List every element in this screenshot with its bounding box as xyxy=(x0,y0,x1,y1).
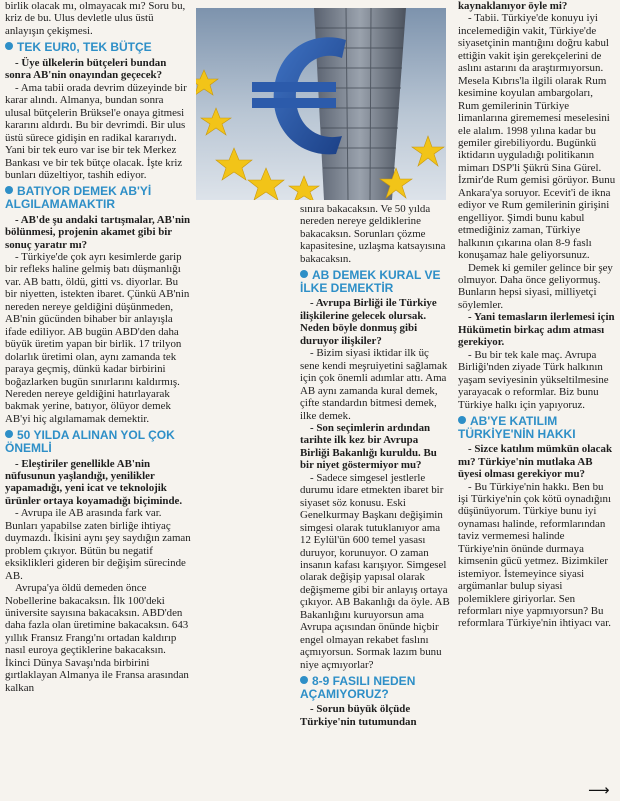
article-column-3 xyxy=(458,0,616,630)
interview-question: - Üye ülkelerin bütçeleri bundan sonra AB'nin onayından geçecek? xyxy=(5,56,167,82)
interview-answer: Demek ki gemiler gelince bir şey olmuyor. Daha önce geliyormuş. Bunların hepsi siyasi, milliyetçi söylemler. xyxy=(458,261,613,311)
interview-answer: - Bu Türkiye'nin hakkı. Ben bu işi Türkiye'nin çok kötü oynadığını düşünüyorum. Türkiye bunu iyi oynaması halinde, reformlarından taviz vermemesi halinde Türkiye'nin önünde durmaya kimsenin gücü yetmez. Bizimkiler istemiyor. İstemeyince siyasi argümanlar bulup siyasi polemiklere giriyorlar. Sen reformları niye yapmıyorsun? Bu reformlara Türkiye'nin ihtiyacı var. xyxy=(458,480,612,630)
interview-question: - Avrupa Birliği ile Türkiye ilişkilerine gelecek olursak. Neden böyle donmuş gibi duruyor ilişkiler? xyxy=(300,297,437,347)
section-heading xyxy=(300,269,450,294)
interview-answer: - Bu bir tek kale maç. Avrupa Birliği'nden ziyade Türk halkının yaşam seviyesinin yükseltilmesine yarayacak o reformlar. Biz bunu Türkiye halkı için yapıyoruz. xyxy=(458,348,609,411)
section-heading-text: 50 YILDA ALINAN YOL ÇOK ÖNEMLİ xyxy=(5,428,175,455)
interview-answer: - Avrupa ile AB arasında fark var. Bunları yapabilse zaten birliğe ihtiyaç duymazdı. İkisini aynı şey saydığın zaman problem çıkıyor. Bütün bu negatif eksiklikleri gideren bir değişim sürecinde AB. xyxy=(5,507,191,582)
section-heading xyxy=(5,185,191,210)
interview-question: kaynaklanıyor öyle mi? xyxy=(458,0,568,12)
bullet-icon xyxy=(300,270,308,278)
section-heading xyxy=(5,429,191,454)
section-heading-text: BATIYOR DEMEK AB'Yİ ALGILAMAMAKTIR xyxy=(5,184,152,212)
article-column-1 xyxy=(5,0,191,694)
interview-answer: - Tabii. Türkiye'de konuyu iyi incelemediğin vakit, Türkiye'de siyasetçinin mantığını doğru kabul ettiğin vakit işin gerekçelerini de aslını astarını da araştırmıyorsun. Mesela Kıbrıs'la ilgili olarak Rum kesimine koyulan ambargoları, Rum gemilerinin Türkiye limanlarına girememesi meselesini ele alalım. 1998 yılına kadar bu gemiler girebiliyordu. Bugünkü iktidarın uyguladığı politikanın mimarı DSP'li Şükrü Sina Gürel. İzmir'de Rum gemisi görüyor. Bunu Ankara'ya soruyor. Ecevit'i de ikna ediyor ve Rum gemilerinin girişini engelliyor. Şimdi bunu kabul etmediğiniz zaman, Türkiye halkının çıkarına olan 8-9 faslı konuşamaz hale geliyorsunuz. xyxy=(458,12,616,262)
interview-question: - Yani temasların ilerlemesi için Hükümetin birkaç adım atması gerekiyor. xyxy=(458,311,615,349)
section-heading-text: AB'YE KATILIM TÜRKİYE'NİN HAKKI xyxy=(458,413,576,441)
bullet-icon xyxy=(458,416,466,424)
bullet-icon xyxy=(5,42,13,50)
section-heading xyxy=(458,415,616,440)
euro-sculpture-photo xyxy=(196,8,446,200)
interview-question: - Eleştiriler genellikle AB'nin nüfusunun yaşlandığı, yenilikler yapamadığı, yeni icat ve teknolojik ürünler ortaya koyamadığı biçiminde. xyxy=(5,457,183,507)
section-heading xyxy=(300,675,450,700)
interview-answer: - Türkiye'de çok ayrı kesimlerde garip bir refleks haline gelmiş batı düşmanlığı var. AB battı, öldü, gitti vs. diyorlar. Bu bir niyetten, istekten ibaret. Çünkü AB'nin nereden nereye geldiğini düşünmeden, AB'nin gücünden bihaber bir anlayışla ifade ediliyor. AB bugün ABD'den daha büyük üretim yapan bir birlik. 17 trilyon dolarlık üretimi olan, aynı zamanda tek paraya geçmiş, dünkü kadar birbirini boğazlarken bugün sınırlarını kaldırmış. Nereden nereye geldiğini hatırlayarak bakmak yerine, batıyor, ölüyor demek AB'yi hiç algılamamak demektir. xyxy=(5,251,190,425)
interview-question: - Sizce katılım mümkün olacak mı? Türkiye'nin mutlaka AB üyesi olması gerekiyor mu? xyxy=(458,443,613,481)
bullet-icon xyxy=(5,430,13,438)
section-heading xyxy=(5,41,191,54)
body-paragraph: sınıra bakacaksın. Ve 50 yılda nereden nereye geldiklerine bakacaksın. Sorunları çözme kapasitesine, uzlaşma katsayısına bakacaksın. xyxy=(300,203,446,265)
interview-question: - Sorun büyük ölçüde Türkiye'nin tutumundan xyxy=(300,703,417,728)
bullet-icon xyxy=(5,186,13,194)
interview-answer: - Ama tabii orada devrim düzeyinde bir karar alındı. Almanya, bundan sonra ulusal bütçelerin Brüksel'e onaya gitmesi kararını aldırdı. Bu bir devrimdi. Bir ulus üstü sürece gidişin en radikal kararıydı. Yani bir tek euro var ise bir tek Merkez Bankası ve bir tek bütçe olacak. İşte kriz bunları düzeltiyor, tashih ediyor. xyxy=(5,81,187,182)
interview-answer: Avrupa'ya öldü demeden önce Nobellerine bakacaksın. İlk 100'deki üniversite sayısına bakacaksın. ABD'den daha fazla olan üretimine bakacaksın. 643 yıllık Fransız Frangı'nı ortadan kaldırıp nasıl euroya geçtiklerine bakacaksın. İkinci Dünya Savaşı'nda birbirini gırtlaklayan Almanya ile Fransa arasından kalkan xyxy=(5,582,189,694)
bullet-icon xyxy=(300,676,308,684)
section-heading-text: 8-9 FASILI NEDEN AÇAMIYORUZ? xyxy=(300,674,416,701)
interview-question: - AB'de şu andaki tartışmalar, AB'nin bölünmesi, projenin akamet gibi bir sonuç yaratır mı? xyxy=(5,213,191,251)
section-heading-text: TEK EUR0, TEK BÜTÇE xyxy=(17,40,152,55)
continue-arrow-icon: ⟶ xyxy=(588,781,610,799)
interview-answer: - Bizim siyasi iktidar ilk üç sene kendi meşruiyetini sağlamak için çok önemli adımlar attı. Ama AB aynı zamanda kural demek, çifte standardın bitmesi demek, ilke demek. xyxy=(300,347,448,422)
interview-answer: - Sadece simgesel jestlerle durumu idare etmekten ibaret bir siyaset söz konusu. Eski Genelkurmay Başkanı değişimin simgesi olarak tutuklanıyor ama 12 Eylül'ün 600 temel yasası duruyor, korunuyor. O zaman insanın kafası karışıyor. Simgesel olarak değişip yapısal olarak değişmeme gibi bir anlayış ortaya çıkıyor. AB Bakanlığı da öyle. AB Bakanlığını kuruyorsun ama Avrupa açısından önünde hiçbir engel olmayan rekabet faslını açmıyorsun. Sormak lazım bunu niye açmıyorlar? xyxy=(300,471,450,671)
body-paragraph: birlik olacak mı, olmayacak mı? Soru bu, kriz de bu. Ulus devletle ulus üstü anlayışın çekişmesi. xyxy=(5,0,186,37)
section-heading-text: AB DEMEK KURAL VE İLKE DEMEKTİR xyxy=(300,268,441,295)
interview-question: - Son seçimlerin ardından tarihte ilk kez bir Avrupa Birliği Bakanlığı kuruldu. Bu bir niyet göstermiyor mu? xyxy=(300,421,437,472)
article-column-2 xyxy=(300,203,450,728)
